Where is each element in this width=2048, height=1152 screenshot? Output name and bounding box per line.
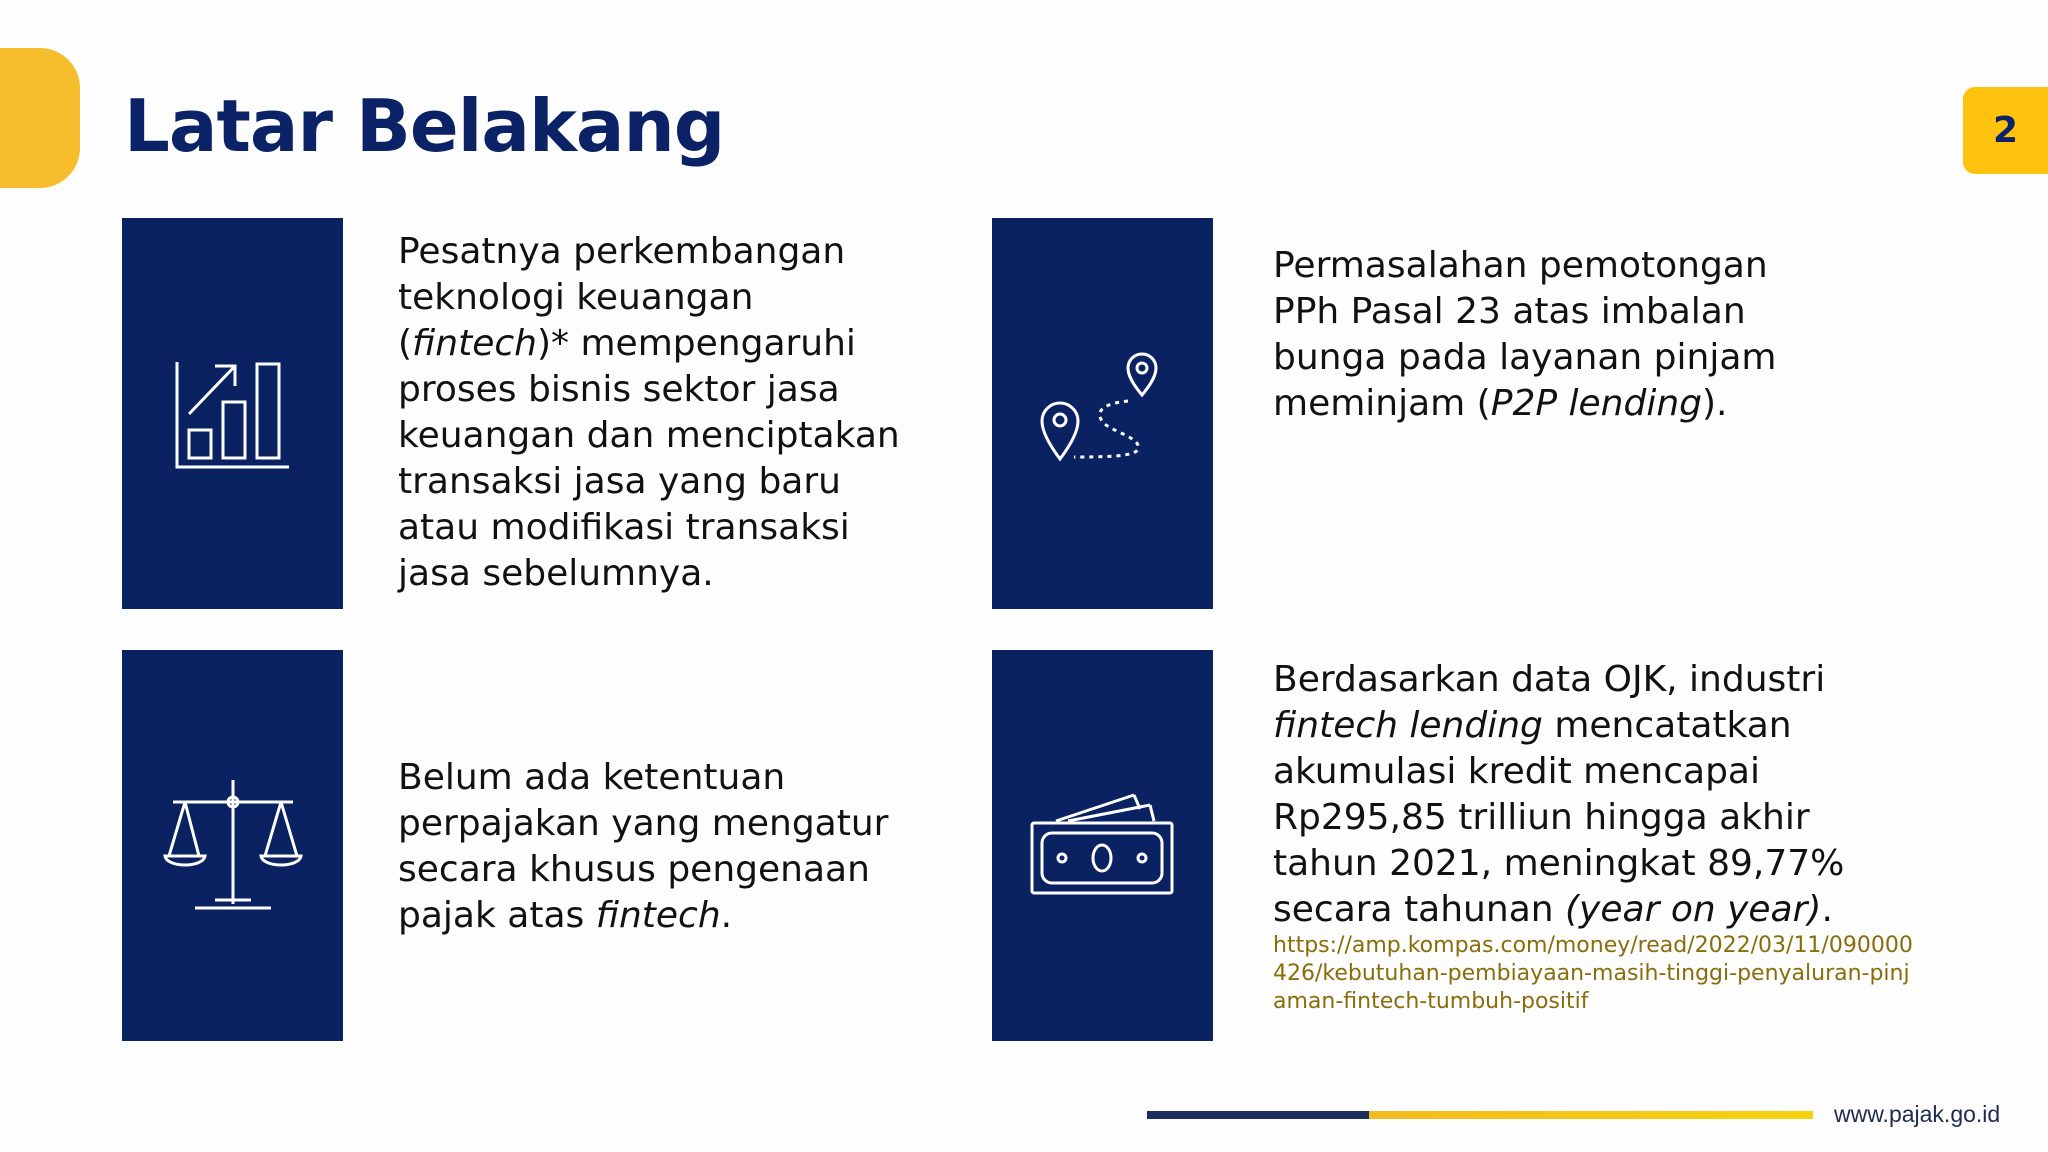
card-1-text-seg-3: )* mempengaruhi proses bisnis sektor jasa keuangan dan menciptakan transaksi jasa yang baru atau modifikasi transaksi jasa sebelumnya. xyxy=(398,323,912,594)
card-1-icon-panel xyxy=(122,218,343,609)
balance-scale-icon xyxy=(163,776,303,916)
card-3-text-seg-2: fintech xyxy=(595,895,721,936)
source-link[interactable]: https://amp.kompas.com/money/read/2022/03/11/090000426/kebutuhan-pembiayaan-masih-tinggi-penyaluran-pinjaman-fintech-tumbuh-positif xyxy=(1273,933,1913,1014)
card-1-text xyxy=(398,229,918,597)
route-map-pin-icon xyxy=(1038,349,1168,479)
page-title: Latar Belakang xyxy=(124,84,725,168)
card-3-icon-panel xyxy=(122,650,343,1041)
card-1-text-seg-1: Pesatnya perkembangan teknologi keuangan ( xyxy=(398,231,857,364)
card-4-text-seg-4: (year on year) xyxy=(1565,889,1822,930)
card-3-text-seg-1: Belum ada ketentuan perpajakan yang mengatur secara khusus pengenaan pajak atas xyxy=(398,757,900,936)
page-number-badge: 2 xyxy=(1963,87,2048,174)
footer-bar-navy xyxy=(1147,1111,1369,1119)
card-4-text-seg-1: Berdasarkan data OJK, industri xyxy=(1273,659,1837,700)
card-4-icon-panel xyxy=(992,650,1213,1041)
card-3-text xyxy=(398,755,938,939)
card-4-text-seg-2: fintech lending xyxy=(1273,705,1543,746)
card-2-icon-panel xyxy=(992,218,1213,609)
corner-accent-tab xyxy=(0,48,80,188)
money-bills-icon xyxy=(1028,791,1178,901)
card-2-text-seg-2: P2P lending xyxy=(1490,383,1702,424)
card-1-text-seg-2: fintech xyxy=(412,323,537,364)
card-4-text xyxy=(1273,657,1913,933)
card-2-text xyxy=(1273,243,1813,427)
card-4-text-seg-3: mencatatkan akumulasi kredit mencapai Rp295,85 trilliun hingga akhir tahun 2021, meningkat 89,77% secara tahunan xyxy=(1273,705,1856,930)
card-2-text-seg-1: Permasalahan pemotongan PPh Pasal 23 atas imbalan bunga pada layanan pinjam meminjam ( xyxy=(1273,245,1788,424)
bar-chart-growth-icon xyxy=(173,354,293,474)
card-3-text-seg-3: . xyxy=(720,895,733,936)
card-4-text-seg-5: . xyxy=(1821,889,1833,930)
footer-bar-gold xyxy=(1369,1111,1813,1119)
card-2-text-seg-3: ). xyxy=(1702,383,1728,424)
footer-url[interactable]: www.pajak.go.id xyxy=(1834,1101,2001,1127)
